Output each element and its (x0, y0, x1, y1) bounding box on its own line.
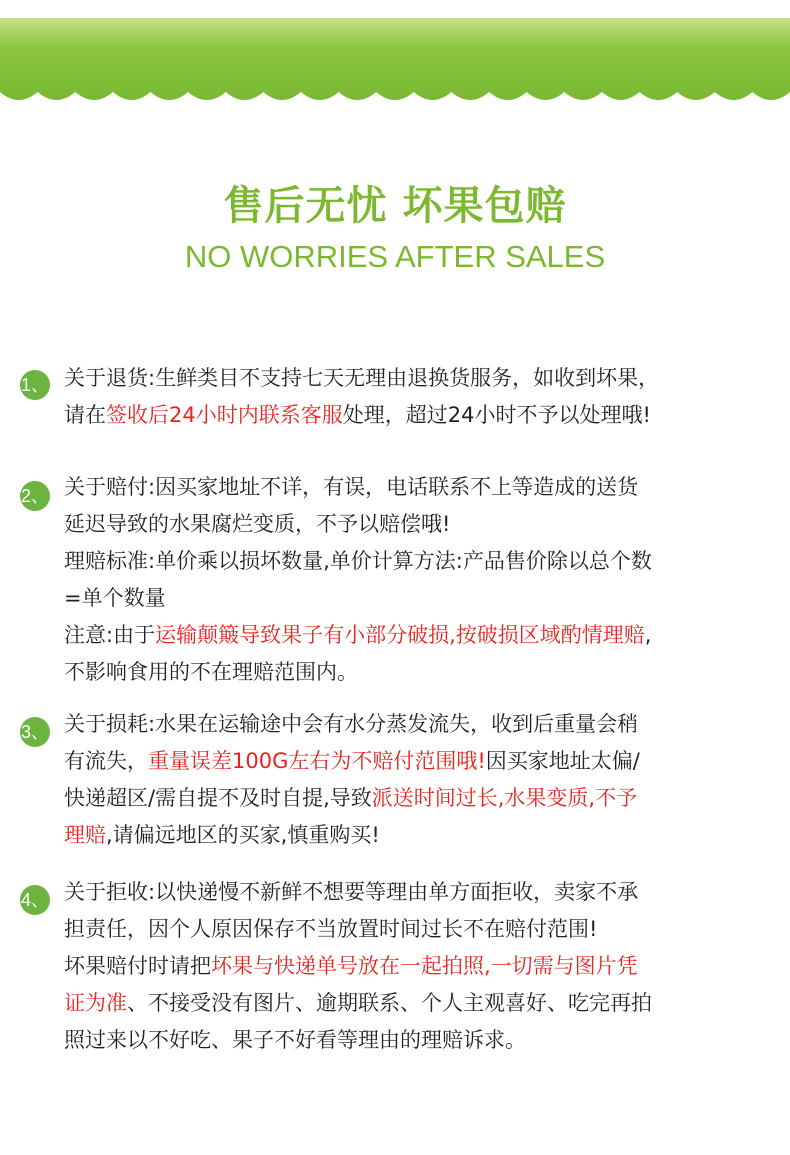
page-subtitle: NO WORRIES AFTER SALES (184, 239, 606, 274)
body-text: 关于退货:生鲜类目不支持七天无理由退换货服务，如收到坏果， (64, 366, 660, 390)
text-line (64, 506, 776, 543)
highlight-text: 签收后24小时内联系客服 (106, 403, 343, 427)
text-line (64, 874, 776, 911)
body-text: ,请偏远地区的买家,慎重购买! (106, 823, 380, 847)
body-text: =单个数量 (64, 586, 166, 610)
body-text: 请在 (64, 403, 106, 427)
number-badge: 3、 (20, 717, 50, 747)
text-line (64, 617, 776, 654)
policy-text (64, 706, 776, 854)
body-text: 处理，超过24小时不予以处理哦! (342, 403, 651, 427)
body-text: 、不接受没有图片、逾期联系、个人主观喜好、吃完再拍 (127, 991, 652, 1015)
text-line (64, 817, 776, 854)
text-line (64, 743, 776, 780)
highlight-text: 派送时间过长,水果变质,不予 (371, 786, 638, 810)
number-badge: 1、 (20, 370, 50, 400)
body-text: 照过来以不好吃、果子不好看等理由的理赔诉求。 (64, 1028, 526, 1052)
body-text: , (644, 623, 652, 647)
text-line (64, 1022, 776, 1059)
number-badge: 4、 (20, 885, 50, 915)
highlight-text: 运输颠簸导致果子有小部分破损,按破损区域酌情理赔 (155, 623, 645, 647)
highlight-text: 坏果与快递单号放在一起拍照,一切需与图片凭 (211, 954, 638, 978)
body-text: 担责任，因个人原因保存不当放置时间过长不在赔付范围! (64, 917, 598, 941)
body-text: 不影响食用的不在理赔范围内。 (64, 660, 358, 684)
policy-text (64, 360, 776, 434)
body-text: 关于赔付:因买家地址不详，有误，电话联系不上等造成的送货 (64, 475, 639, 499)
body-text: 有流失， (64, 749, 148, 773)
body-text: 理赔标准:单价乘以损坏数量,单价计算方法:产品售价除以总个数 (64, 549, 652, 573)
scalloped-green-banner (0, 0, 790, 110)
text-line (64, 360, 776, 397)
body-text: 关于损耗:水果在运输途中会有水分蒸发流失，收到后重量会稍 (64, 712, 639, 736)
body-text: 因买家地址太偏/ (485, 749, 640, 773)
highlight-text: 重量误差100G左右为不赔付范围哦! (148, 749, 486, 773)
text-line (64, 654, 776, 691)
highlight-text: 理赔 (64, 823, 106, 847)
policy-text (64, 874, 776, 1059)
text-line (64, 397, 776, 434)
text-line (64, 580, 776, 617)
number-badge: 2、 (20, 481, 50, 511)
body-text: 注意:由于 (64, 623, 156, 647)
text-line (64, 543, 776, 580)
text-line (64, 985, 776, 1022)
body-text: 快递超区/需自提不及时自提,导致 (64, 786, 372, 810)
page-title: 售后无忧 坏果包赔 (223, 183, 567, 229)
highlight-text: 证为准 (64, 991, 127, 1015)
body-text: 延迟导致的水果腐烂变质，不予以赔偿哦! (64, 512, 451, 536)
text-line (64, 948, 776, 985)
text-line (64, 780, 776, 817)
text-line (64, 469, 776, 506)
text-line (64, 706, 776, 743)
body-text: 关于拒收:以快递慢不新鲜不想要等理由单方面拒收，卖家不承 (64, 880, 639, 904)
text-line (64, 911, 776, 948)
policy-text (64, 469, 776, 691)
body-text: 坏果赔付时请把 (64, 954, 211, 978)
